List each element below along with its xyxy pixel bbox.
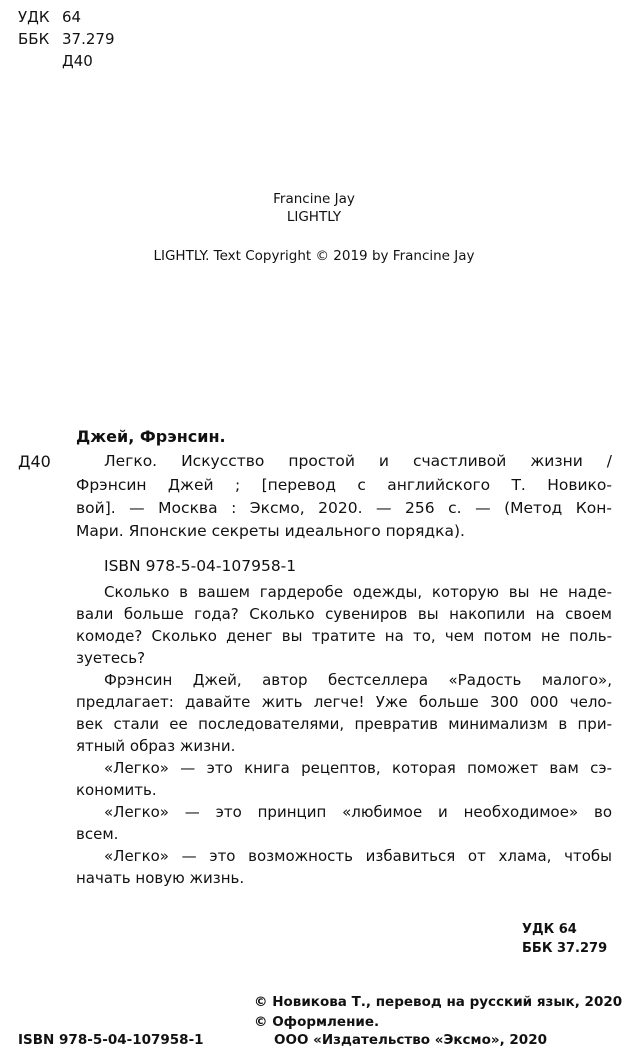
- annotation-line: «Легко» — это принцип «любимое и необходимое» во: [104, 803, 612, 821]
- catalog-line: Фрэнсин Джей ; [перевод с английского Т. Новико-: [76, 476, 612, 494]
- udk-value: 64: [62, 8, 82, 26]
- catalog-line: Мари. Японские секреты идеального порядка).: [76, 522, 465, 540]
- catalog-line: вой]. — Москва : Эксмо, 2020. — 256 с. — (Метод Кон-: [76, 499, 612, 517]
- original-copyright: LIGHTLY. Text Copyright © 2019 by Francine Jay: [153, 248, 475, 264]
- author-mark-catalog: Д40: [18, 452, 51, 471]
- annotation-line: предлагает: давайте жить легче! Уже больше 300 000 чело-: [76, 693, 612, 711]
- annotation-line: начать новую жизнь.: [76, 869, 245, 887]
- annotation-line: век стали ее последователями, превратив минимализм в при-: [76, 715, 612, 733]
- annotation-line: ятный образ жизни.: [76, 737, 236, 755]
- annotation-line: комоде? Сколько денег вы тратите на то, чем потом не поль-: [76, 627, 612, 645]
- bbk-value: 37.279: [62, 30, 115, 48]
- design-copyright-label: © Оформление.: [254, 1014, 380, 1030]
- bottom-udk: УДК 64: [522, 922, 577, 937]
- catalog-line: Легко. Искусство простой и счастливой жизни /: [104, 452, 612, 470]
- annotation-line: зуетесь?: [76, 649, 146, 667]
- catalog-heading: Джей, Фрэнсин.: [76, 427, 226, 446]
- annotation-line: Сколько в вашем гардеробе одежды, которую вы не наде-: [104, 583, 612, 601]
- original-title: LIGHTLY: [286, 209, 342, 225]
- udk-label: УДК: [18, 8, 50, 26]
- bbk-label: ББК: [18, 30, 50, 48]
- catalog-isbn: ISBN 978-5-04-107958-1: [104, 557, 297, 575]
- annotation-line: «Легко» — это книга рецептов, которая поможет вам сэ-: [104, 759, 612, 777]
- publisher-copyright: ООО «Издательство «Эксмо», 2020: [274, 1032, 547, 1048]
- translation-copyright: © Новикова Т., перевод на русский язык, 2020: [254, 994, 623, 1010]
- annotation-line: Фрэнсин Джей, автор бестселлера «Радость малого»,: [104, 671, 612, 689]
- original-author: Francine Jay: [273, 191, 355, 207]
- annotation-line: всем.: [76, 825, 119, 843]
- imprint-isbn: ISBN 978-5-04-107958-1: [18, 1032, 204, 1048]
- author-mark-top: Д40: [62, 52, 93, 70]
- annotation-line: кономить.: [76, 781, 157, 799]
- bottom-bbk: ББК 37.279: [522, 941, 608, 956]
- annotation-line: вали больше года? Сколько сувениров вы накопили на своем: [76, 605, 612, 623]
- annotation-line: «Легко» — это возможность избавиться от хлама, чтобы: [104, 847, 612, 865]
